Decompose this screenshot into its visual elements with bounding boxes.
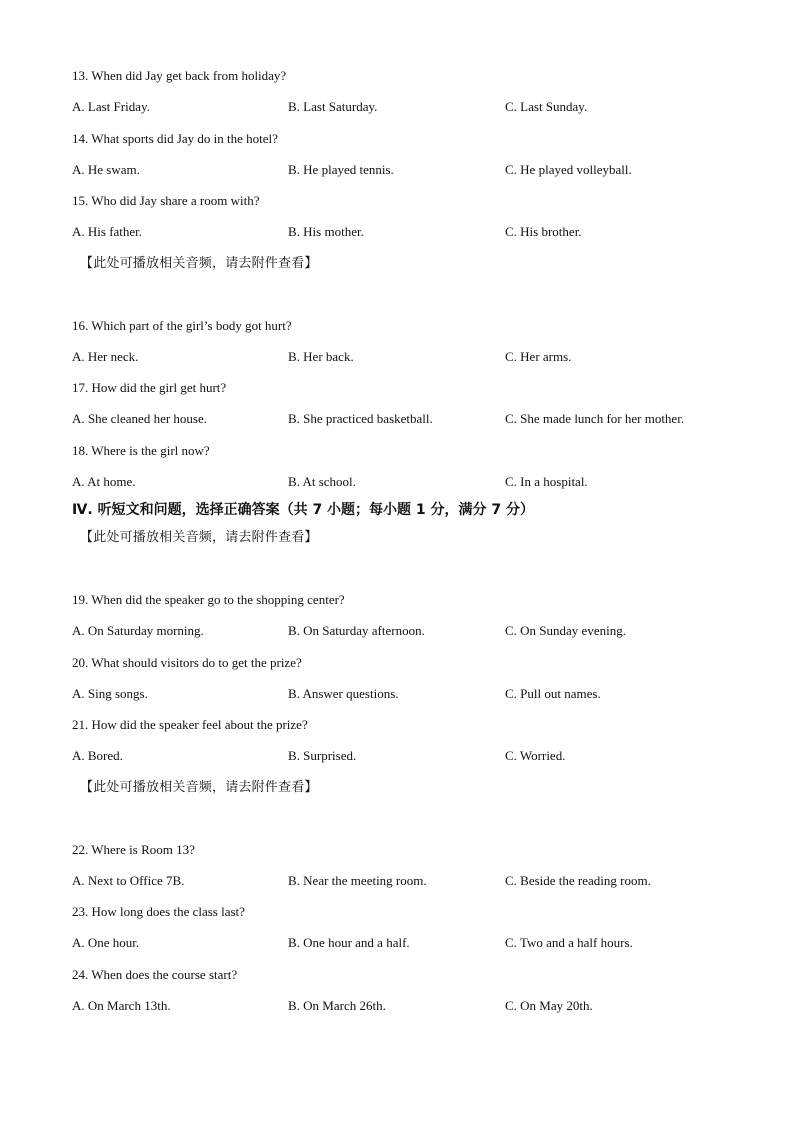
audio-note: 【此处可播放相关音频，请去附件查看】 [80, 530, 318, 545]
option-c: C. Worried. [505, 748, 566, 763]
option-c: C. Pull out names. [505, 686, 601, 701]
option-b: B. She practiced basketball. [288, 411, 433, 426]
question-13: 13. When did Jay get back from holiday? [72, 68, 287, 83]
option-a: A. Bored. [72, 748, 123, 763]
question-16: 16. Which part of the girl’s body got hurt? [72, 318, 292, 333]
option-c: C. His brother. [505, 224, 582, 239]
option-a: A. On Saturday morning. [72, 623, 204, 638]
option-c: C. He played volleyball. [505, 162, 632, 177]
options-13 [72, 99, 752, 115]
options-17 [72, 411, 752, 427]
option-a: A. Her neck. [72, 349, 139, 364]
option-b: B. On Saturday afternoon. [288, 623, 425, 638]
option-c: C. Beside the reading room. [505, 873, 651, 888]
option-a: A. Sing songs. [72, 686, 148, 701]
question-22: 22. Where is Room 13? [72, 842, 195, 857]
section-heading-iv: Ⅳ. 听短文和问题，选择正确答案（共 7 小题；每小题 1 分，满分 7 分） [72, 502, 535, 518]
option-a: A. One hour. [72, 935, 140, 950]
options-20 [72, 686, 752, 702]
option-b: B. He played tennis. [288, 162, 394, 177]
option-c: C. Two and a half hours. [505, 935, 633, 950]
option-a: A. At home. [72, 474, 136, 489]
option-c: C. Her arms. [505, 349, 572, 364]
option-b: B. On March 26th. [288, 998, 386, 1013]
question-20: 20. What should visitors do to get the prize? [72, 655, 302, 670]
option-b: B. His mother. [288, 224, 364, 239]
option-c: C. She made lunch for her mother. [505, 411, 685, 426]
option-b: B. Answer questions. [288, 686, 399, 701]
option-c: C. Last Sunday. [505, 99, 588, 114]
option-a: A. Next to Office 7B. [72, 873, 185, 888]
option-a: A. She cleaned her house. [72, 411, 208, 426]
option-b: B. Last Saturday. [288, 99, 378, 114]
question-18: 18. Where is the girl now? [72, 443, 210, 458]
options-23 [72, 935, 752, 951]
options-21 [72, 748, 752, 764]
option-c: C. On Sunday evening. [505, 623, 626, 638]
audio-note: 【此处可播放相关音频，请去附件查看】 [80, 780, 318, 795]
question-24: 24. When does the course start? [72, 967, 238, 982]
options-24 [72, 998, 752, 1014]
question-23: 23. How long does the class last? [72, 904, 245, 919]
option-c: C. On May 20th. [505, 998, 593, 1013]
options-16 [72, 349, 752, 365]
option-b: B. At school. [288, 474, 356, 489]
question-19: 19. When did the speaker go to the shopping center? [72, 592, 345, 607]
options-15 [72, 224, 752, 240]
audio-note: 【此处可播放相关音频，请去附件查看】 [80, 256, 318, 271]
options-19 [72, 623, 752, 639]
option-a: A. On March 13th. [72, 998, 171, 1013]
options-18 [72, 474, 752, 490]
option-a: A. Last Friday. [72, 99, 150, 114]
option-a: A. He swam. [72, 162, 140, 177]
option-c: C. In a hospital. [505, 474, 588, 489]
question-15: 15. Who did Jay share a room with? [72, 193, 260, 208]
question-14: 14. What sports did Jay do in the hotel? [72, 131, 278, 146]
option-b: B. Near the meeting room. [288, 873, 427, 888]
option-b: B. Her back. [288, 349, 354, 364]
option-b: B. Surprised. [288, 748, 357, 763]
option-b: B. One hour and a half. [288, 935, 410, 950]
question-17: 17. How did the girl get hurt? [72, 380, 227, 395]
option-a: A. His father. [72, 224, 143, 239]
question-21: 21. How did the speaker feel about the prize? [72, 717, 308, 732]
options-14 [72, 162, 752, 178]
options-22 [72, 873, 752, 889]
